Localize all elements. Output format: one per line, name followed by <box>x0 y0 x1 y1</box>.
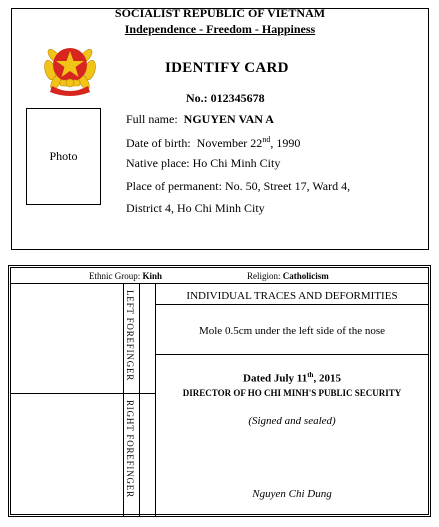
card-number: No.: 012345678 <box>186 91 265 105</box>
signed-note: (Signed and sealed) <box>248 415 336 427</box>
religion-value: Catholicism <box>282 271 329 281</box>
card-back-inner <box>10 267 429 515</box>
card-title: IDENTIFY CARD <box>165 60 289 76</box>
permanent-place-row-2: District 4, Ho Chi Minh City <box>126 201 265 215</box>
left-forefinger-label: LEFT FOREFINGER <box>125 290 135 382</box>
traces-value: Mole 0.5cm under the left side of the nose <box>198 325 386 337</box>
divider <box>156 304 428 305</box>
motto-heading: Independence - Freedom - Happiness <box>124 22 316 36</box>
country-heading: SOCIALIST REPUBLIC OF VIETNAM <box>114 6 326 20</box>
director-title: DIRECTOR OF HO CHI MINH'S PUBLIC SECURITY <box>182 388 402 398</box>
divider <box>155 284 156 516</box>
native-place-row: Native place: Ho Chi Minh City <box>126 156 281 170</box>
ethnic-religion-row: Ethnic Group: Kinh Religion: Catholicism <box>11 268 428 284</box>
photo-placeholder: Photo <box>26 108 101 205</box>
card-back <box>8 265 431 517</box>
traces-header: INDIVIDUAL TRACES AND DEFORMITIES <box>186 290 398 302</box>
dob-row: Date of birth: November 22nd, 1990 <box>126 135 301 150</box>
divider <box>123 284 124 516</box>
permanent-place-row: Place of permanent: No. 50, Street 17, Ward 4, <box>126 179 351 193</box>
divider <box>156 354 428 355</box>
divider <box>11 393 156 394</box>
ethnic-value: Kinh <box>142 271 163 281</box>
full-name-row: Full name: NGUYEN VAN A <box>126 112 274 126</box>
full-name-value: NGUYEN VAN A <box>183 112 274 126</box>
right-forefinger-label: RIGHT FOREFINGER <box>125 400 135 498</box>
divider <box>139 284 140 516</box>
national-emblem-icon <box>38 36 102 100</box>
signer-name: Nguyen Chi Dung <box>252 488 332 500</box>
issue-date: Dated July 11th, 2015 <box>243 371 341 385</box>
